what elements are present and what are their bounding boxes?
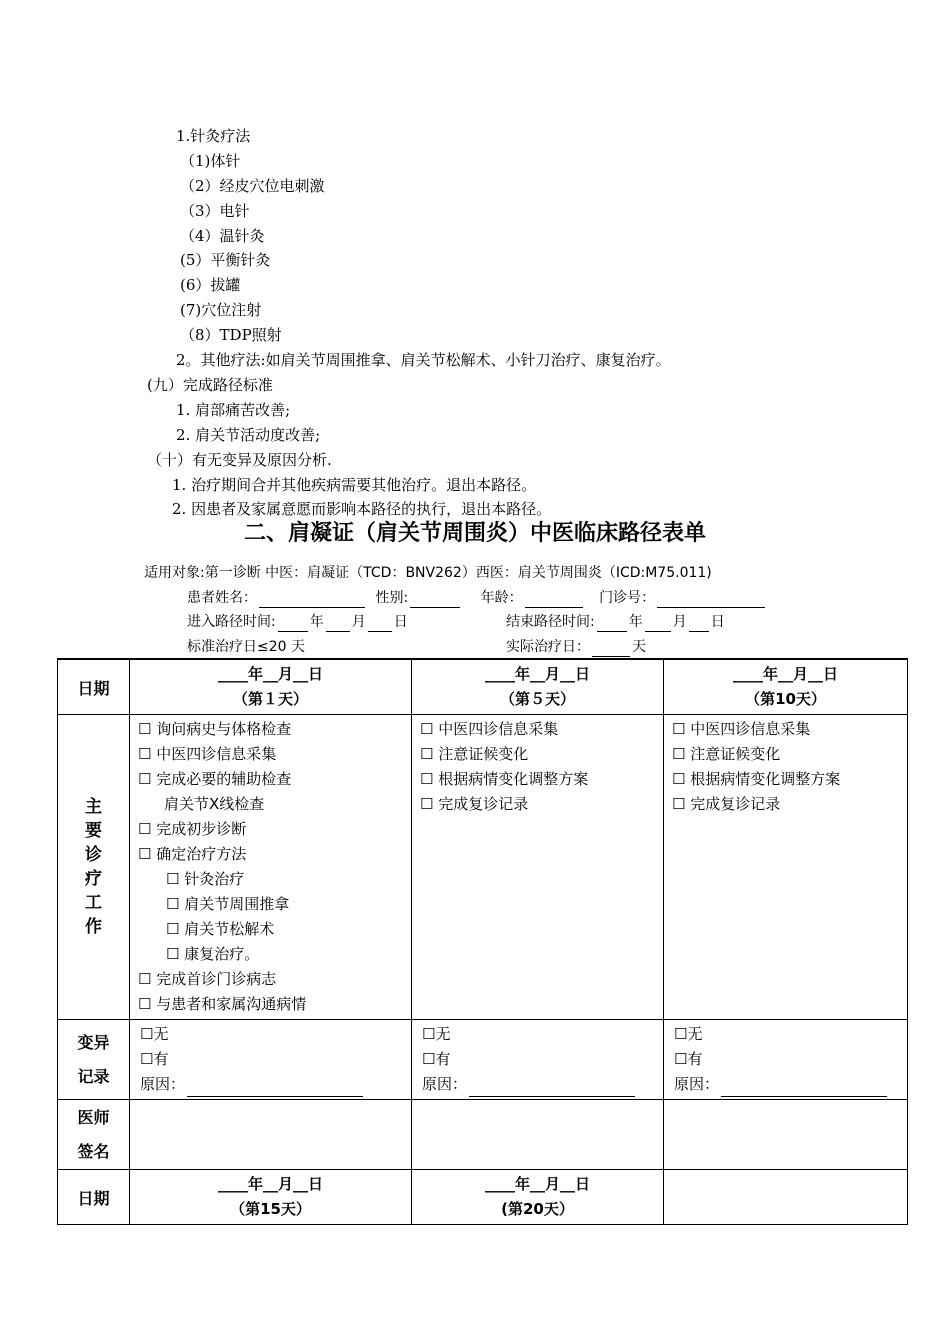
label-char: 要	[85, 821, 102, 841]
date-text: ____年__月__日	[217, 665, 323, 683]
end-label: 结束路径时间:	[506, 614, 595, 630]
actual-label: 实际治疗日：	[506, 639, 590, 655]
day-label: （第15天）	[230, 1200, 311, 1218]
task-checkbox[interactable]: ☐ 中医四诊信息采集	[672, 720, 811, 738]
text-line: （2）经皮穴位电刺激	[180, 177, 325, 195]
label-char: 疗	[85, 869, 102, 889]
clinic-field[interactable]	[657, 592, 765, 608]
age-label: 年龄：	[480, 590, 523, 606]
variance-day10	[664, 1020, 908, 1100]
signature-day10[interactable]	[664, 1100, 908, 1170]
reason-field[interactable]	[187, 1081, 363, 1097]
date-text: ____年__月__日	[217, 1175, 323, 1193]
end-month-field[interactable]	[645, 616, 671, 632]
vertical-label	[58, 795, 129, 939]
label-char: 作	[85, 917, 102, 937]
clinic-label: 门诊号：	[599, 590, 656, 606]
actual-days-field[interactable]	[592, 641, 630, 657]
main-work-row	[58, 715, 908, 1020]
sex-label: 性别:	[375, 590, 409, 606]
year-label: 年	[628, 614, 643, 630]
signature-day1[interactable]	[130, 1100, 412, 1170]
end-day-field[interactable]	[689, 616, 709, 632]
task-checkbox[interactable]: ☐ 与患者和家属沟通病情	[138, 995, 307, 1013]
enter-day-field[interactable]	[368, 616, 392, 632]
label-line: 记录	[77, 1066, 110, 1086]
section-heading: （十）有无变异及原因分析.	[147, 451, 332, 469]
main-work-label	[58, 715, 130, 1020]
treatment-checkbox[interactable]: ☐ 肩关节松解术	[166, 920, 275, 938]
reason-label: 原因：	[140, 1075, 186, 1093]
label-char: 主	[85, 797, 102, 817]
date-label: 日期	[58, 1170, 130, 1225]
day-label: (第20天）	[501, 1200, 574, 1218]
variance-reason	[674, 1072, 907, 1097]
text-line: 2. 肩关节活动度改善;	[176, 426, 321, 444]
date-cell-day5[interactable]	[412, 659, 664, 715]
name-label: 患者姓名：	[187, 590, 257, 606]
std-days: 标准治疗日≤20 天	[187, 639, 305, 655]
treatment-checkbox[interactable]: ☐ 康复治疗。	[166, 945, 260, 963]
label-line: 签名	[77, 1141, 110, 1161]
variance-reason	[422, 1072, 663, 1097]
form-title: 二、肩凝证（肩关节周围炎）中医临床路径表单	[243, 521, 706, 546]
month-label: 月	[672, 614, 687, 630]
label-line: 变异	[77, 1032, 110, 1052]
enter-time-row	[187, 612, 408, 632]
variance-none-checkbox[interactable]: ☐无	[674, 1025, 703, 1043]
day-label: （第10天）	[745, 690, 826, 708]
reason-field[interactable]	[469, 1081, 635, 1097]
label-char: 工	[85, 893, 102, 913]
task-checkbox[interactable]: ☐ 询问病史与体格检查	[138, 720, 292, 738]
variance-row	[58, 1020, 908, 1100]
section-heading: (九）完成路径标准	[147, 376, 273, 394]
date-text: ____年__月__日	[732, 665, 838, 683]
text-line: 1.针灸疗法	[176, 127, 251, 145]
enter-month-field[interactable]	[326, 616, 350, 632]
text-line: 1. 肩部痛苦改善;	[176, 401, 291, 419]
label-char: 诊	[85, 845, 102, 865]
task-checkbox[interactable]: ☐ 根据病情变化调整方案	[420, 770, 589, 788]
end-year-field[interactable]	[597, 616, 627, 632]
doctor-sign-row	[58, 1100, 908, 1170]
text-line: （3）电针	[180, 202, 250, 220]
date-row	[58, 659, 908, 715]
day-label: （第５天）	[499, 690, 575, 708]
name-field[interactable]	[259, 592, 365, 608]
date-cell-day10[interactable]	[664, 659, 908, 715]
doctor-sign-label	[58, 1100, 130, 1170]
variance-none-checkbox[interactable]: ☐无	[422, 1025, 451, 1043]
date-cell-day1[interactable]	[130, 659, 412, 715]
variance-day5	[412, 1020, 664, 1100]
empty-cell	[664, 1170, 908, 1225]
actual-days-row	[506, 637, 646, 657]
text-line: (6）拔罐	[180, 276, 241, 294]
day-label: 日	[710, 614, 725, 630]
age-field[interactable]	[525, 592, 583, 608]
task-checkbox[interactable]: ☐ 完成首诊门诊病志	[138, 970, 277, 988]
date-text: ____年__月__日	[484, 1175, 590, 1193]
task-checkbox[interactable]: ☐ 中医四诊信息采集	[420, 720, 559, 738]
task-checkbox[interactable]: ☐ 完成复诊记录	[420, 795, 529, 813]
variance-none-checkbox[interactable]: ☐无	[140, 1025, 169, 1043]
text-line: (5）平衡针灸	[180, 251, 271, 269]
text-line: 2。其他疗法:如肩关节周围推拿、肩关节松解术、小针刀治疗、康复治疗。	[176, 351, 671, 369]
reason-label: 原因：	[422, 1075, 468, 1093]
end-time-row	[506, 612, 725, 632]
task-checkbox[interactable]: ☐ 中医四诊信息采集	[138, 745, 277, 763]
task-checkbox[interactable]: ☐ 注意证候变化	[672, 745, 781, 763]
date-cell-day20[interactable]	[412, 1170, 664, 1225]
day-label: 日	[393, 614, 408, 630]
enter-label: 进入路径时间:	[187, 614, 276, 630]
text-line: （4）温针灸	[180, 227, 265, 245]
day-label: （第１天）	[232, 690, 308, 708]
variance-yes-checkbox[interactable]: ☐有	[140, 1050, 169, 1068]
date-cell-day15[interactable]	[130, 1170, 412, 1225]
text-line: (7)穴位注射	[180, 301, 262, 319]
task-checkbox[interactable]: ☐ 完成初步诊断	[138, 820, 247, 838]
variance-reason	[140, 1072, 411, 1097]
task-checkbox[interactable]: ☐ 完成复诊记录	[672, 795, 781, 813]
reason-field[interactable]	[721, 1081, 887, 1097]
enter-year-field[interactable]	[278, 616, 308, 632]
date-label: 日期	[58, 659, 130, 715]
text-line: 2. 因患者及家属意愿而影响本路径的执行，退出本路径。	[172, 500, 552, 518]
variance-label	[58, 1020, 130, 1100]
date-text: ____年__月__日	[484, 665, 590, 683]
text-line: （8）TDP照射	[180, 326, 282, 344]
day5-tasks	[412, 715, 664, 1020]
reason-label: 原因：	[674, 1075, 720, 1093]
patient-info-row	[187, 588, 767, 608]
treatment-checkbox[interactable]: ☐ 针灸治疗	[166, 870, 245, 888]
date-row-2	[58, 1170, 908, 1225]
sex-field[interactable]	[410, 592, 460, 608]
clinical-path-table	[57, 658, 908, 1225]
applies-to: 适用对象:第一诊断 中医：肩凝证（TCD：BNV262）西医：肩关节周围炎（ICD:M75.011)	[144, 565, 712, 581]
actual-unit: 天	[632, 639, 646, 655]
year-label: 年	[309, 614, 324, 630]
task-checkbox[interactable]: ☐ 根据病情变化调整方案	[672, 770, 841, 788]
variance-yes-checkbox[interactable]: ☐有	[422, 1050, 451, 1068]
day10-tasks	[664, 715, 908, 1020]
signature-day5[interactable]	[412, 1100, 664, 1170]
text-line: 1. 治疗期间合并其他疾病需要其他治疗。退出本路径。	[172, 476, 537, 494]
treatment-checkbox[interactable]: ☐ 肩关节周围推拿	[166, 895, 290, 913]
task-checkbox[interactable]: ☐ 确定治疗方法	[138, 845, 247, 863]
task-checkbox[interactable]: ☐ 注意证候变化	[420, 745, 529, 763]
day1-tasks	[130, 715, 412, 1020]
label-line: 医师	[77, 1107, 110, 1127]
variance-day1	[130, 1020, 412, 1100]
task-detail: 肩关节X线检查	[164, 795, 265, 813]
text-line: （1)体针	[180, 152, 241, 170]
month-label: 月	[351, 614, 366, 630]
task-checkbox[interactable]: ☐ 完成必要的辅助检查	[138, 770, 292, 788]
variance-yes-checkbox[interactable]: ☐有	[674, 1050, 703, 1068]
